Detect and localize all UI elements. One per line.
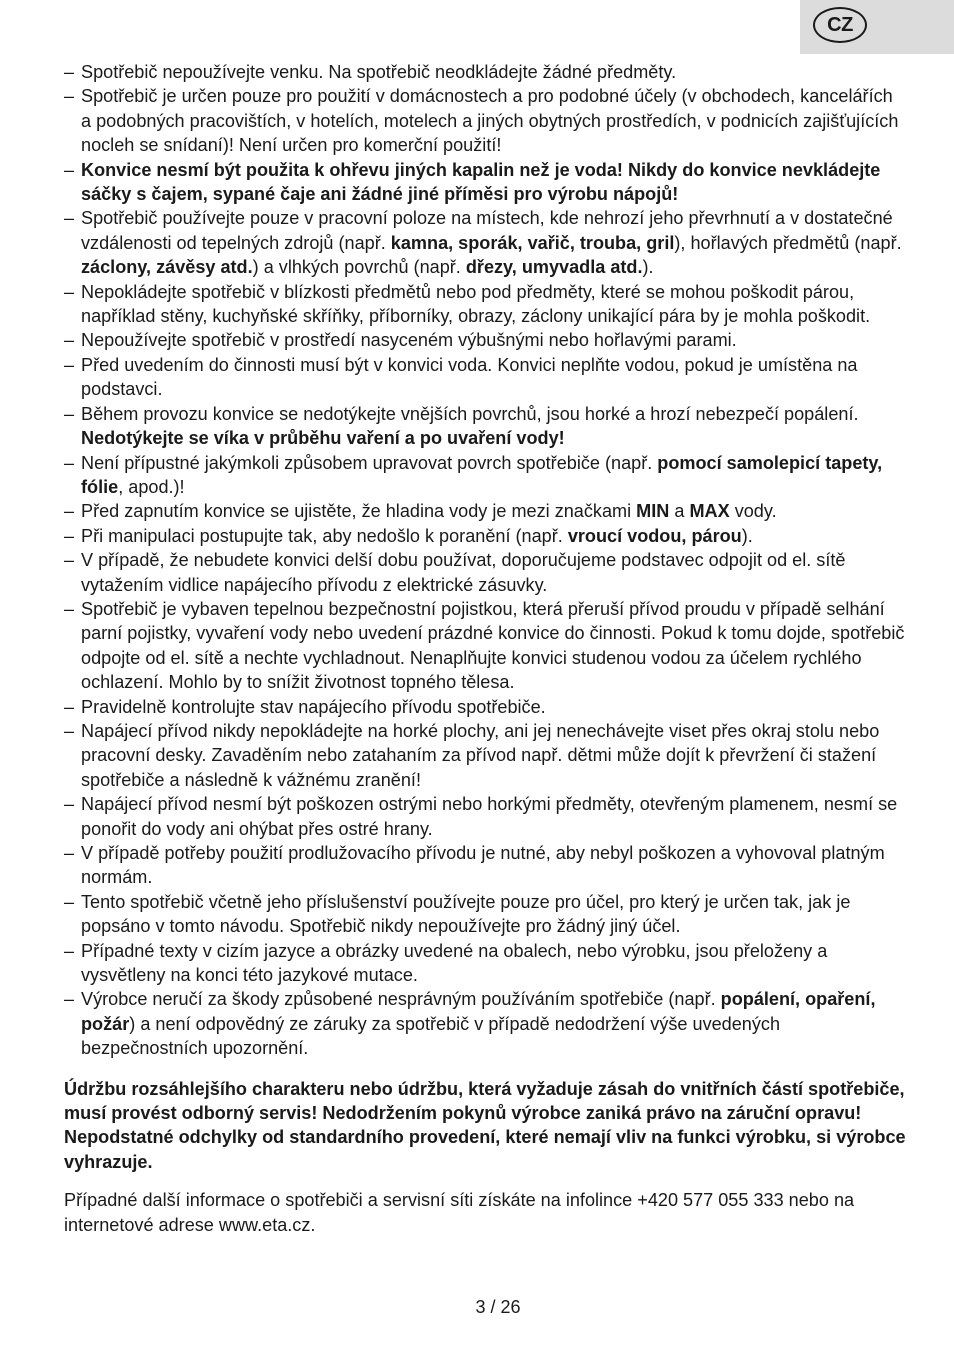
list-item (64, 987, 906, 1060)
text: Spotřebič je vybaven tepelnou bezpečnostní pojistkou, která přeruší přívod proudu v případě selhání parní pojistky, vyvaření vody nebo uvedení prázdné konvice do činnosti. Pokud k tomu dojde, spotřebič odpojte od el. sítě a nechte vychladnout. Nenaplňujte konvici studenou vodou za účelem rychlého ochlazení. Mohlo by to snížit životnost topného tělesa. (81, 598, 905, 693)
text: ). (741, 525, 753, 546)
bold-text: kamna, sporák, vařič, trouba, gril (390, 232, 675, 253)
text: ) a není odpovědný ze záruky za spotřebič v případě nedodržení výše uvedených bezpečnostních upozornění. (81, 1013, 781, 1059)
list-item (64, 719, 906, 792)
text: Spotřebič je určen pouze pro použití v domácnostech a pro podobné účely (v obchodech, kancelářích a podobných pracovištích, v hotelích, motelech a jiných obytných prostředích, v podnicích zajišťujících nocleh se snídaní)! Není určen pro komerční použití! (81, 86, 899, 156)
list-item (64, 353, 906, 402)
bold-text: záclony, závěsy atd. (81, 257, 253, 278)
text: vody. (729, 501, 777, 522)
list-item (64, 939, 906, 988)
text: Při manipulaci postupujte tak, aby nedošlo k poranění (např. (81, 525, 568, 546)
text: Před uvedením do činnosti musí být v konvici voda. Konvici neplňte vodou, pokud je umístěna na podstavci. (81, 354, 858, 400)
service-warning-paragraph: Údržbu rozsáhlejšího charakteru nebo údržbu, která vyžaduje zásah do vnitřních částí spotřebiče, musí provést odborný servis! Nedodržením pokynů výrobce zaniká právo na záruční opravu! Nepodstatné odchylky od standardního provedení, které nemají vliv na funkci výrobku, si výrobce vyhrazuje. (64, 1078, 906, 1172)
text: Není přípustné jakýmkoli způsobem upravovat povrch spotřebiče (např. (81, 452, 658, 473)
list-item (64, 548, 906, 597)
safety-instructions-list (64, 60, 906, 1061)
text: Spotřebič používejte pouze v pracovní poloze na místech, kde nehrozí jeho převrhnutí a v dostatečné vzdálenosti od tepelných zdrojů (např. (81, 208, 893, 253)
text: Nepoužívejte spotřebič v prostředí nasyceném výbušnými nebo hořlavými parami. (81, 330, 737, 351)
list-item (64, 890, 906, 939)
text: , apod.)! (118, 476, 185, 497)
list-item (64, 524, 906, 548)
bold-text: MAX (689, 501, 730, 522)
text: Před zapnutím konvice se ujistěte, že hladina vody je mezi značkami (81, 501, 637, 522)
list-item (64, 792, 906, 841)
text: Nepokládejte spotřebič v blízkosti předmětů nebo pod předměty, které se mohou poškodit párou, například stěny, kuchyňské skříňky, příborníky, obrazy, záclony unikající pára by je mohla poškodit. (81, 281, 871, 327)
bold-text: pomocí samolepicí tapety, fólie (81, 452, 883, 497)
list-item (64, 499, 906, 523)
bold-text: MIN (636, 501, 670, 522)
list-item (64, 597, 906, 695)
list-item (64, 841, 906, 890)
bold-text: Nedotýkejte se víka v průběhu vaření a po uvaření vody! (81, 428, 565, 449)
list-item (64, 60, 906, 84)
bold-text: popálení, opaření, požár (81, 989, 876, 1034)
text: V případě potřeby použití prodlužovacího přívodu je nutné, aby nebyl poškozen a vyhovoval platným normám. (81, 843, 885, 888)
text: Pravidelně kontrolujte stav napájecího přívodu spotřebiče. (81, 696, 546, 717)
list-item (64, 695, 906, 719)
bold-text: vroucí vodou, párou (567, 525, 742, 546)
text: a (669, 501, 690, 522)
text: V případě, že nebudete konvici delší dobu používat, doporučujeme podstavec odpojit od el. sítě vytažením vidlice napájecího přívodu z elektrické zásuvky. (81, 550, 846, 595)
list-item (64, 158, 906, 207)
language-badge: CZ (813, 7, 867, 43)
text: Napájecí přívod nikdy nepokládejte na horké plochy, ani jej nenechávejte viset přes okraj stolu nebo pracovní desky. Zavaděním nebo zatahaním za přívod např. dětmi může dojít k převržení či stažení spotřebiče a následně k vážnému zranění! (81, 720, 880, 790)
page-content (64, 60, 906, 1237)
list-item (64, 451, 906, 500)
contact-info-paragraph: Případné další informace o spotřebiči a servisní síti získáte na infolince +420 577 055 333 nebo na internetové adrese www.eta.cz. (64, 1190, 855, 1235)
text: Tento spotřebič včetně jeho příslušenství používejte pouze pro účel, pro který je určen tak, jak je popsáno v tomto návodu. Spotřebič nikdy nepoužívejte pro žádný jiný účel. (81, 891, 851, 937)
text: ). (642, 257, 654, 278)
text: ) a vlhkých povrchů (např. (252, 257, 466, 278)
text: Případné texty v cizím jazyce a obrázky uvedené na obalech, nebo výrobku, jsou přeloženy a vysvětleny na konci této jazykové mutace. (81, 940, 828, 986)
page-number: 3 / 26 (475, 1297, 521, 1317)
text: Spotřebič nepoužívejte venku. Na spotřebič neodkládejte žádné předměty. (81, 62, 677, 82)
text: Napájecí přívod nesmí být poškozen ostrými nebo horkými předměty, otevřeným plamenem, nesmí se ponořit do vody ani ohýbat přes ostré hrany. (81, 794, 898, 839)
list-item (64, 328, 906, 352)
text: Během provozu konvice se nedotýkejte vnějších povrchů, jsou horké a hrozí nebezpečí popálení. (81, 403, 859, 424)
text: Výrobce neručí za škody způsobené nesprávným používáním spotřebiče (např. (81, 989, 721, 1010)
list-item (64, 84, 906, 157)
list-item (64, 280, 906, 329)
bold-text: Konvice nesmí být použita k ohřevu jiných kapalin než je voda! Nikdy do konvice nevkládejte sáčky s čajem, sypané čaje ani žádné jiné příměsi pro výrobu nápojů! (81, 159, 881, 205)
list-item (64, 206, 906, 279)
text: ), hořlavých předmětů (např. (674, 232, 902, 253)
bold-text: dřezy, umyvadla atd. (465, 257, 643, 278)
list-item (64, 402, 906, 451)
